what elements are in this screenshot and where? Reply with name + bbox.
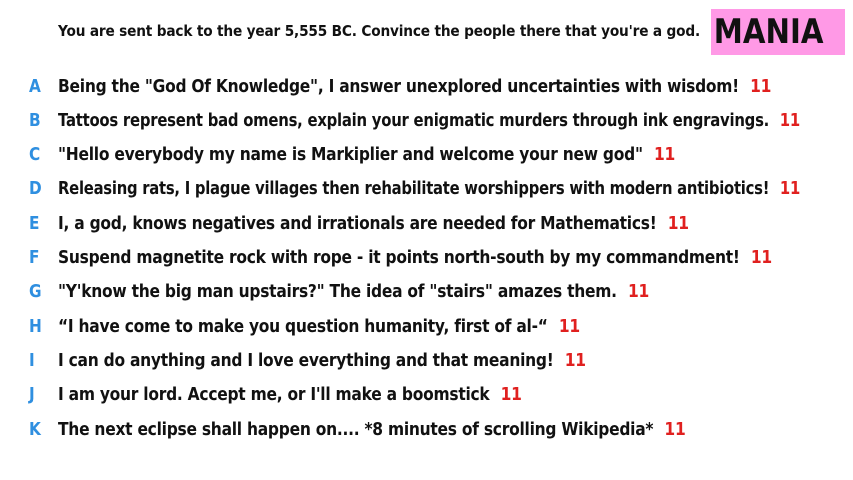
answer-text-wrap [58, 316, 580, 337]
answer-count: 11 [750, 247, 772, 268]
prompt-text: You are sent back to the year 5,555 BC. Convince the people there that you're a god. [58, 22, 700, 40]
answer-letter: F [29, 247, 40, 268]
answer-count: 11 [667, 212, 689, 234]
answer-text: The next eclipse shall happen on.... *8 minutes of scrolling Wikipedia* [58, 418, 654, 440]
answer-letter: I [29, 349, 35, 371]
answer-count: 11 [564, 349, 586, 371]
answer-letter: C [29, 144, 41, 166]
answer-text-wrap [58, 247, 772, 268]
answer-letter: H [29, 315, 42, 337]
answer-text: I, a god, knows negatives and irrationals are needed for Mathematics! [58, 212, 657, 234]
answer-count: 11 [558, 315, 580, 337]
answer-count: 11 [779, 109, 800, 131]
answer-text: "Hello everybody my name is Markiplier and welcome your new god" [58, 144, 643, 166]
answer-letter: A [29, 75, 41, 97]
answer-text-wrap [58, 178, 800, 199]
answer-count: 11 [627, 281, 650, 303]
answer-text-wrap [58, 76, 771, 97]
answer-count: 11 [664, 418, 686, 440]
answer-text: Being the "God Of Knowledge", I answer unexplored uncertainties with wisdom! [58, 75, 739, 97]
answer-count: 11 [500, 384, 522, 406]
answer-letter: D [29, 178, 42, 200]
answer-text: Suspend magnetite rock with rope - it points north-south by my commandment! [58, 247, 740, 268]
answer-letter: K [29, 418, 41, 440]
mania-badge: MANIA [713, 12, 824, 52]
answer-letter: E [29, 212, 40, 234]
answer-text: Tattoos represent bad omens, explain your enigmatic murders through ink engravings. [58, 109, 770, 131]
answer-text: Releasing rats, I plague villages then rehabilitate worshippers with modern antibiotics! [58, 178, 770, 200]
answer-text-wrap [58, 144, 675, 165]
answer-count: 11 [653, 144, 675, 166]
answer-letter: J [29, 384, 35, 406]
answer-text-wrap [58, 419, 685, 440]
answer-text-wrap [58, 213, 689, 234]
answer-letter: B [29, 109, 41, 131]
answer-text: I can do anything and I love everything and that meaning! [58, 349, 554, 371]
answer-text: "Y'know the big man upstairs?" The idea of "stairs" amazes them. [58, 281, 617, 303]
answer-letter: G [29, 281, 42, 303]
answer-text: “I have come to make you question humanity, first of al-“ [58, 315, 548, 337]
answer-count: 11 [779, 178, 800, 200]
answer-text-wrap [58, 281, 649, 302]
answer-text-wrap [58, 384, 522, 405]
answer-text-wrap [58, 350, 586, 371]
answer-text-wrap [58, 110, 800, 131]
answer-count: 11 [750, 75, 772, 97]
answer-text: I am your lord. Accept me, or I'll make a boomstick [58, 384, 490, 406]
